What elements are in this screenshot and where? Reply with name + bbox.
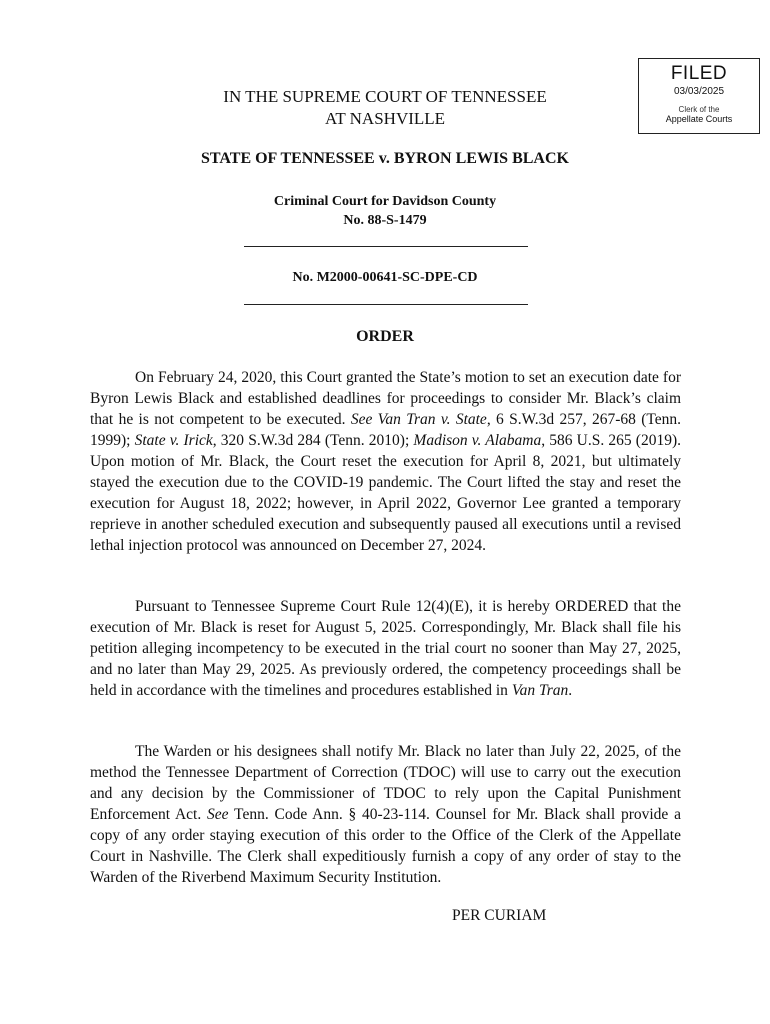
case-caption: STATE OF TENNESSEE v. BYRON LEWIS BLACK (201, 150, 569, 167)
lower-court-case-number: No. 88-S-1479 (343, 213, 427, 228)
p1-citation-van-tran: See Van Tran v. State (350, 411, 487, 428)
order-title: ORDER (356, 328, 414, 345)
court-name: IN THE SUPREME COURT OF TENNESSEE (223, 87, 547, 106)
paragraph-1 (90, 367, 681, 556)
p3-text-b: Tenn. Code Ann. § 40-23-114. Counsel for Mr. Black shall provide a copy of any order staying execution of this order to the Office of the Clerk of the Appellate Court in Nashville. The Clerk shall expeditiously furnish a copy of any order of stay to the Warden of the Riverbend Maximum Security Institution. (90, 806, 681, 886)
court-heading (0, 86, 770, 130)
p1-text-c: , 320 S.W.3d 284 (Tenn. 2010); (212, 432, 414, 449)
stamp-clerk-line2: Appellate Courts (665, 114, 733, 124)
p1-text-b: , 6 S.W.3d 257, 267-68 (Tenn. 1999); (90, 411, 681, 449)
stamp-date: 03/03/2025 (673, 86, 725, 97)
lower-court-block (0, 192, 770, 230)
p1-citation-irick: State v. Irick (134, 432, 213, 449)
stamp-filed-label: FILED (670, 63, 728, 84)
divider-bottom (244, 304, 528, 305)
p3-see: See (207, 806, 229, 823)
p2-text-a: Pursuant to Tennessee Supreme Court Rule 12(4)(E), it is hereby ORDERED that the execution of Mr. Black is reset for August 5, 2025. Correspondingly, Mr. Black shall file his petition alleging incompetency to be executed in the trial court no sooner than May 27, 2025, and no later than May 29, 2025. As previously ordered, the competency proceedings shall be held in accordance with the timelines and procedures established in (90, 598, 681, 699)
divider-top (244, 246, 528, 247)
stamp-clerk-line1: Clerk of the (678, 105, 720, 114)
docket-number: No. M2000-00641-SC-DPE-CD (292, 270, 478, 285)
signature-per-curiam: PER CURIAM (452, 907, 547, 924)
p1-citation-madison: Madison v. Alabama (413, 432, 542, 449)
paragraph-2 (90, 596, 681, 701)
p1-text-a: On February 24, 2020, this Court granted the State’s motion to set an execution date for Byron Lewis Black and established deadlines for proceedings to consider Mr. Black’s claim that he is not competent to be executed. (90, 369, 681, 428)
court-location: AT NASHVILLE (324, 109, 446, 128)
p2-citation-van-tran: Van Tran (511, 682, 569, 699)
p3-text-a: The Warden or his designees shall notify Mr. Black no later than July 22, 2025, of the method the Tennessee Department of Correction (TDOC) will use to carry out the execution and any decision by the Commissioner of TDOC to rely upon the Capital Punishment Enforcement Act. (90, 743, 681, 823)
paragraph-3 (90, 741, 681, 888)
lower-court-name: Criminal Court for Davidson County (273, 194, 497, 209)
p1-text-d: , 586 U.S. 265 (2019). Upon motion of Mr. Black, the Court reset the execution for April 8, 2021, but ultimately stayed the execution due to the COVID-19 pandemic. The Court lifted the stay and reset the execution for August 18, 2022; however, in April 2022, Governor Lee granted a temporary reprieve in another scheduled execution and subsequently paused all executions until a revised lethal injection protocol was announced on December 27, 2024. (90, 432, 681, 554)
p2-text-b: . (568, 682, 573, 699)
